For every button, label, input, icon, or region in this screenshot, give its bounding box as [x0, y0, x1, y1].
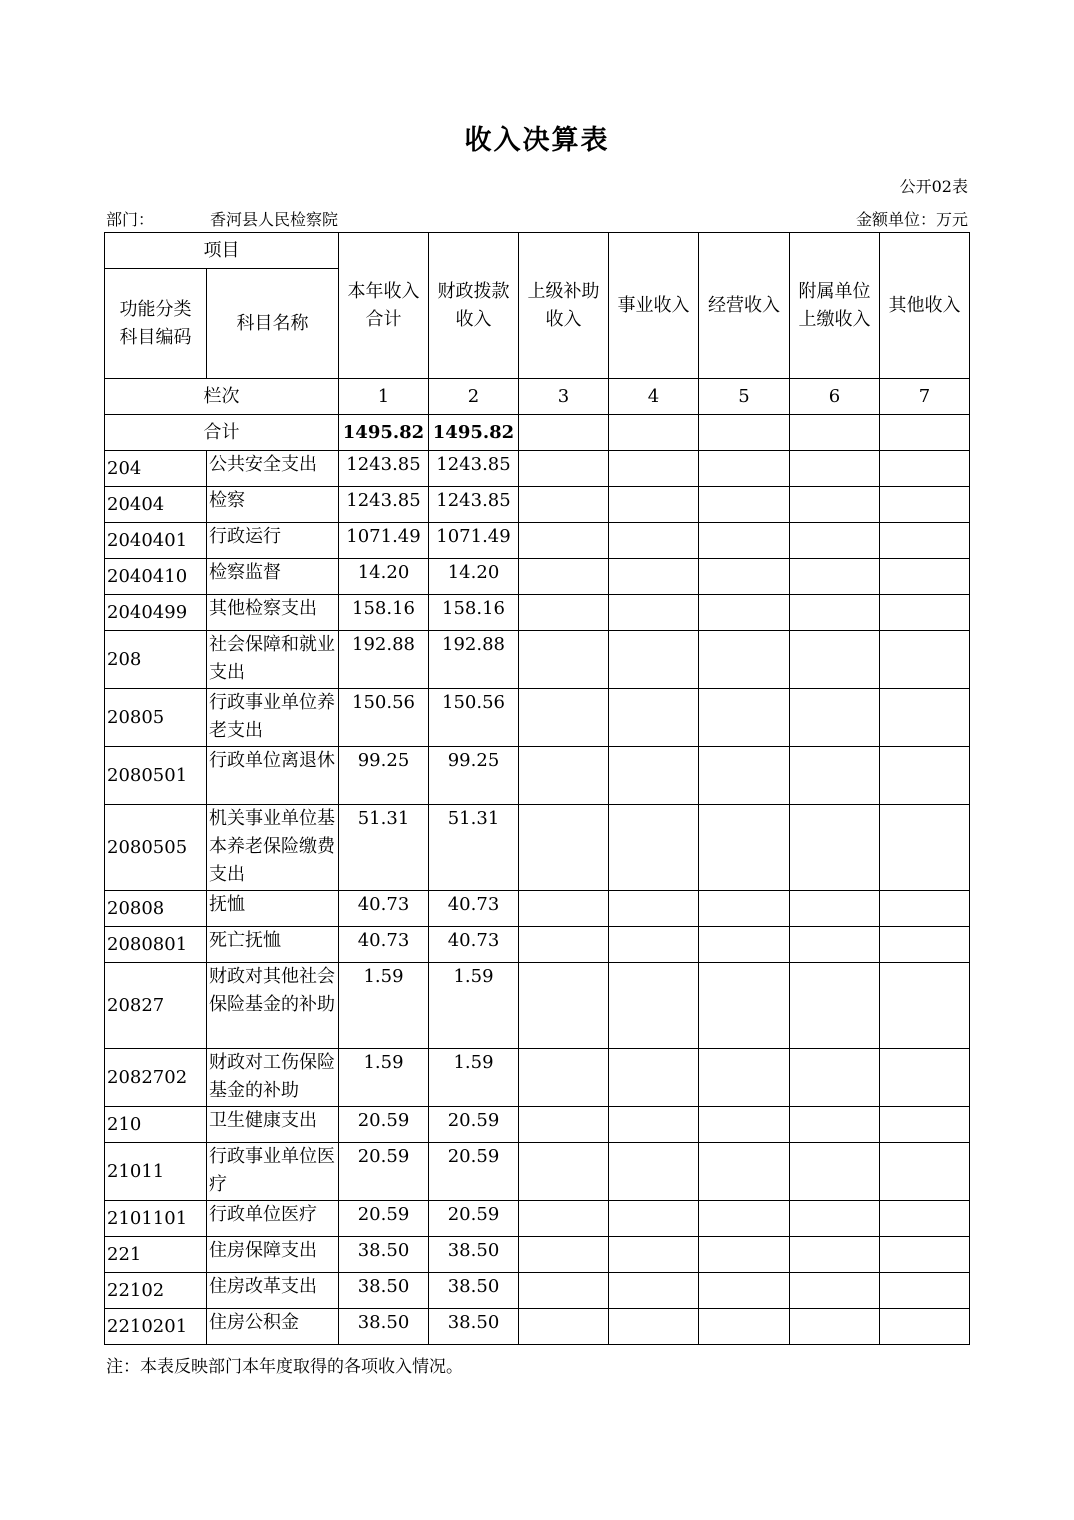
row-col3: [519, 559, 609, 595]
row-col1: 40.73: [339, 927, 429, 963]
row-col7: [880, 963, 970, 1049]
table-row: [105, 1201, 970, 1237]
row-code: 2040401: [105, 523, 207, 559]
row-col4: [609, 1143, 699, 1201]
row-col3: [519, 1237, 609, 1273]
row-col2: 1.59: [429, 1049, 519, 1107]
row-col1: 20.59: [339, 1107, 429, 1143]
row-name: 其他检察支出: [207, 595, 339, 631]
row-col3: [519, 631, 609, 689]
row-col7: [880, 1143, 970, 1201]
row-col1: 20.59: [339, 1143, 429, 1201]
row-col1: 1.59: [339, 963, 429, 1049]
row-col3: [519, 1273, 609, 1309]
row-col6: [790, 523, 880, 559]
row-col4: [609, 1309, 699, 1345]
row-col5: [699, 451, 790, 487]
row-col6: [790, 487, 880, 523]
row-col4: [609, 1107, 699, 1143]
table-row: [105, 891, 970, 927]
index-2: 2: [429, 379, 519, 415]
total-label: 合计: [105, 415, 339, 451]
row-name: 卫生健康支出: [207, 1107, 339, 1143]
row-name: 检察: [207, 487, 339, 523]
table-row: [105, 1273, 970, 1309]
table-row: [105, 805, 970, 891]
row-col2: 14.20: [429, 559, 519, 595]
row-code: 22102: [105, 1273, 207, 1309]
total-col2: 1495.82: [429, 415, 519, 451]
row-col2: 38.50: [429, 1237, 519, 1273]
row-name: 死亡抚恤: [207, 927, 339, 963]
row-code: 2080801: [105, 927, 207, 963]
row-col6: [790, 1273, 880, 1309]
row-col2: 150.56: [429, 689, 519, 747]
row-col5: [699, 963, 790, 1049]
row-col6: [790, 1107, 880, 1143]
row-name: 行政运行: [207, 523, 339, 559]
row-col1: 38.50: [339, 1273, 429, 1309]
row-code: 2082702: [105, 1049, 207, 1107]
row-col5: [699, 927, 790, 963]
row-col7: [880, 1273, 970, 1309]
row-col1: 1243.85: [339, 451, 429, 487]
row-code: 2101101: [105, 1201, 207, 1237]
index-3: 3: [519, 379, 609, 415]
row-col7: [880, 523, 970, 559]
income-table: [104, 232, 970, 1345]
row-col4: [609, 487, 699, 523]
row-name: 公共安全支出: [207, 451, 339, 487]
row-col3: [519, 747, 609, 805]
department-label: 部门：: [106, 210, 155, 229]
row-col3: [519, 487, 609, 523]
row-col4: [609, 747, 699, 805]
total-row: [105, 415, 970, 451]
row-col4: [609, 1237, 699, 1273]
row-col1: 192.88: [339, 631, 429, 689]
row-col2: 1.59: [429, 963, 519, 1049]
row-col2: 192.88: [429, 631, 519, 689]
row-col1: 99.25: [339, 747, 429, 805]
row-col6: [790, 1049, 880, 1107]
table-row: [105, 595, 970, 631]
row-col1: 38.50: [339, 1309, 429, 1345]
page-title: 收入决算表: [464, 125, 610, 156]
row-col1: 150.56: [339, 689, 429, 747]
row-col6: [790, 595, 880, 631]
row-col6: [790, 927, 880, 963]
row-code: 2080501: [105, 747, 207, 805]
row-code: 20404: [105, 487, 207, 523]
row-col6: [790, 805, 880, 891]
row-col7: [880, 891, 970, 927]
row-col4: [609, 595, 699, 631]
table-row: [105, 747, 970, 805]
row-col2: 20.59: [429, 1143, 519, 1201]
row-code: 221: [105, 1237, 207, 1273]
row-col2: 20.59: [429, 1107, 519, 1143]
row-col3: [519, 963, 609, 1049]
row-name: 行政单位医疗: [207, 1201, 339, 1237]
row-code: 2210201: [105, 1309, 207, 1345]
row-col3: [519, 927, 609, 963]
row-col3: [519, 1049, 609, 1107]
row-code: 2080505: [105, 805, 207, 891]
row-col6: [790, 1143, 880, 1201]
row-col3: [519, 689, 609, 747]
row-code: 210: [105, 1107, 207, 1143]
table-row: [105, 631, 970, 689]
header-name: 科目名称: [207, 269, 339, 379]
index-5: 5: [699, 379, 790, 415]
row-col3: [519, 595, 609, 631]
table-row: [105, 689, 970, 747]
row-col5: [699, 689, 790, 747]
row-col5: [699, 1107, 790, 1143]
row-col6: [790, 1201, 880, 1237]
row-col4: [609, 523, 699, 559]
row-name: 住房保障支出: [207, 1237, 339, 1273]
row-code: 21011: [105, 1143, 207, 1201]
table-row: [105, 927, 970, 963]
row-col2: 20.59: [429, 1201, 519, 1237]
header-item: 项目: [105, 233, 339, 269]
row-col7: [880, 631, 970, 689]
amount-unit: 金额单位：万元: [855, 210, 968, 229]
row-col4: [609, 805, 699, 891]
row-col2: 40.73: [429, 927, 519, 963]
row-code: 208: [105, 631, 207, 689]
table-row: [105, 523, 970, 559]
row-name: 住房改革支出: [207, 1273, 339, 1309]
row-name: 行政事业单位医疗: [207, 1143, 339, 1201]
index-6: 6: [790, 379, 880, 415]
row-col3: [519, 1143, 609, 1201]
row-col5: [699, 559, 790, 595]
row-col5: [699, 595, 790, 631]
row-col6: [790, 1309, 880, 1345]
row-col2: 51.31: [429, 805, 519, 891]
row-col7: [880, 747, 970, 805]
row-code: 204: [105, 451, 207, 487]
row-col1: 158.16: [339, 595, 429, 631]
row-col7: [880, 1201, 970, 1237]
row-col1: 1.59: [339, 1049, 429, 1107]
header-col7: 其他收入: [880, 233, 970, 379]
header-col5: 经营收入: [699, 233, 790, 379]
row-col4: [609, 891, 699, 927]
row-col7: [880, 487, 970, 523]
row-col3: [519, 523, 609, 559]
row-col7: [880, 451, 970, 487]
row-name: 行政单位离退休: [207, 747, 339, 805]
table-row: [105, 1143, 970, 1201]
row-col2: 99.25: [429, 747, 519, 805]
row-col6: [790, 747, 880, 805]
row-col3: [519, 1309, 609, 1345]
table-row: [105, 451, 970, 487]
row-col5: [699, 1309, 790, 1345]
row-col1: 1071.49: [339, 523, 429, 559]
row-col7: [880, 1107, 970, 1143]
header-code: 功能分类 科目编码: [105, 269, 207, 379]
row-col6: [790, 559, 880, 595]
header-col2: 财政拨款 收入: [429, 233, 519, 379]
row-col5: [699, 1273, 790, 1309]
row-col7: [880, 805, 970, 891]
row-name: 检察监督: [207, 559, 339, 595]
row-col2: 38.50: [429, 1309, 519, 1345]
row-col1: 20.59: [339, 1201, 429, 1237]
row-col4: [609, 451, 699, 487]
table-row: [105, 559, 970, 595]
row-col6: [790, 451, 880, 487]
row-col5: [699, 1237, 790, 1273]
row-col6: [790, 631, 880, 689]
row-col2: 1071.49: [429, 523, 519, 559]
row-col5: [699, 747, 790, 805]
row-name: 抚恤: [207, 891, 339, 927]
row-col3: [519, 1201, 609, 1237]
row-col5: [699, 1201, 790, 1237]
row-code: 20808: [105, 891, 207, 927]
row-col1: 51.31: [339, 805, 429, 891]
row-col4: [609, 1049, 699, 1107]
header-col3: 上级补助 收入: [519, 233, 609, 379]
row-col6: [790, 1237, 880, 1273]
row-name: 财政对其他社会保险基金的补助: [207, 963, 339, 1049]
footnote: 注：本表反映部门本年度取得的各项收入情况。: [106, 1357, 463, 1377]
header-col4: 事业收入: [609, 233, 699, 379]
row-col7: [880, 1309, 970, 1345]
row-name: 财政对工伤保险基金的补助: [207, 1049, 339, 1107]
total-col1: 1495.82: [339, 415, 429, 451]
row-col7: [880, 689, 970, 747]
table-row: [105, 487, 970, 523]
index-label: 栏次: [105, 379, 339, 415]
row-col1: 14.20: [339, 559, 429, 595]
row-col2: 40.73: [429, 891, 519, 927]
row-code: 2040499: [105, 595, 207, 631]
row-col7: [880, 559, 970, 595]
row-code: 2040410: [105, 559, 207, 595]
row-name: 行政事业单位养老支出: [207, 689, 339, 747]
row-col4: [609, 1201, 699, 1237]
row-name: 社会保障和就业支出: [207, 631, 339, 689]
row-col3: [519, 1107, 609, 1143]
index-7: 7: [880, 379, 970, 415]
table-row: [105, 1237, 970, 1273]
row-col7: [880, 1049, 970, 1107]
row-col5: [699, 487, 790, 523]
row-col1: 38.50: [339, 1237, 429, 1273]
index-row: [105, 379, 970, 415]
row-col6: [790, 689, 880, 747]
row-col5: [699, 1143, 790, 1201]
row-col4: [609, 1273, 699, 1309]
index-1: 1: [339, 379, 429, 415]
row-col3: [519, 891, 609, 927]
row-col5: [699, 631, 790, 689]
row-col4: [609, 631, 699, 689]
row-col6: [790, 891, 880, 927]
row-col7: [880, 1237, 970, 1273]
row-col5: [699, 805, 790, 891]
row-name: 机关事业单位基本养老保险缴费支出: [207, 805, 339, 891]
row-col2: 1243.85: [429, 487, 519, 523]
department-name: 香河县人民检察院: [210, 210, 339, 229]
row-col4: [609, 559, 699, 595]
table-row: [105, 1309, 970, 1345]
row-col3: [519, 451, 609, 487]
row-col1: 40.73: [339, 891, 429, 927]
header-col1: 本年收入 合计: [339, 233, 429, 379]
row-col6: [790, 963, 880, 1049]
table-row: [105, 963, 970, 1049]
table-row: [105, 1107, 970, 1143]
form-number: 公开02表: [899, 177, 968, 196]
row-code: 20805: [105, 689, 207, 747]
row-col2: 158.16: [429, 595, 519, 631]
row-col2: 38.50: [429, 1273, 519, 1309]
row-col5: [699, 1049, 790, 1107]
row-col7: [880, 927, 970, 963]
row-col7: [880, 595, 970, 631]
row-col4: [609, 963, 699, 1049]
row-col4: [609, 927, 699, 963]
row-col5: [699, 891, 790, 927]
row-col5: [699, 523, 790, 559]
row-col4: [609, 689, 699, 747]
row-col3: [519, 805, 609, 891]
table-row: [105, 1049, 970, 1107]
row-name: 住房公积金: [207, 1309, 339, 1345]
header-col6: 附属单位 上缴收入: [790, 233, 880, 379]
row-col1: 1243.85: [339, 487, 429, 523]
row-code: 20827: [105, 963, 207, 1049]
index-4: 4: [609, 379, 699, 415]
row-col2: 1243.85: [429, 451, 519, 487]
